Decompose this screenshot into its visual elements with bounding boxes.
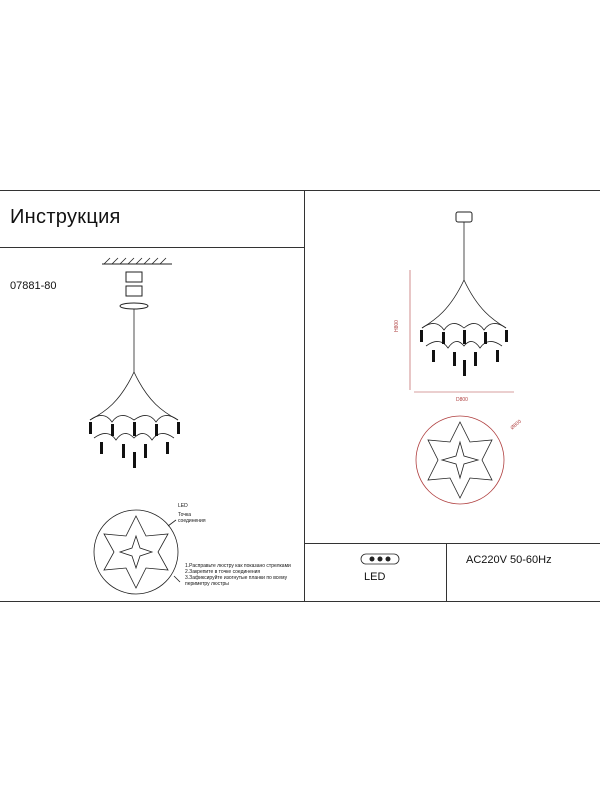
instruction-sheet xyxy=(0,190,600,602)
installation-steps xyxy=(185,563,305,587)
step-2: 2.Закрепите в точке соединения xyxy=(185,569,261,575)
step-1: 1.Расправьте люстру как показано стрелками xyxy=(185,563,291,569)
model-number: 07881-80 xyxy=(10,280,57,292)
frame-vertical-divider xyxy=(304,190,305,602)
page-title: Инструкция xyxy=(10,206,121,228)
title-underline xyxy=(0,247,305,248)
voltage-label: AC220V 50-60Hz xyxy=(466,554,552,566)
frame-top-line xyxy=(0,190,600,191)
connection-point-callout: Точка соединения xyxy=(178,512,206,524)
light-source-label: LED xyxy=(364,571,386,583)
installation-drawing xyxy=(60,252,220,502)
top-diameter-dimension: Ø800 xyxy=(509,418,523,432)
dimension-drawing xyxy=(400,210,520,400)
step-3: 3.Зафиксируйте изогнутые планки по всему периметру люстры xyxy=(185,575,288,587)
top-view-drawing xyxy=(90,506,186,598)
led-callout: LED xyxy=(178,503,188,509)
diameter-dimension: D800 xyxy=(456,397,468,403)
spec-row-divider xyxy=(446,543,447,602)
frame-bottom-line xyxy=(0,601,600,602)
height-dimension: H800 xyxy=(394,320,400,332)
dimension-top-view xyxy=(410,410,510,510)
spec-row-top-line xyxy=(304,543,600,544)
led-module-icon xyxy=(360,553,400,565)
